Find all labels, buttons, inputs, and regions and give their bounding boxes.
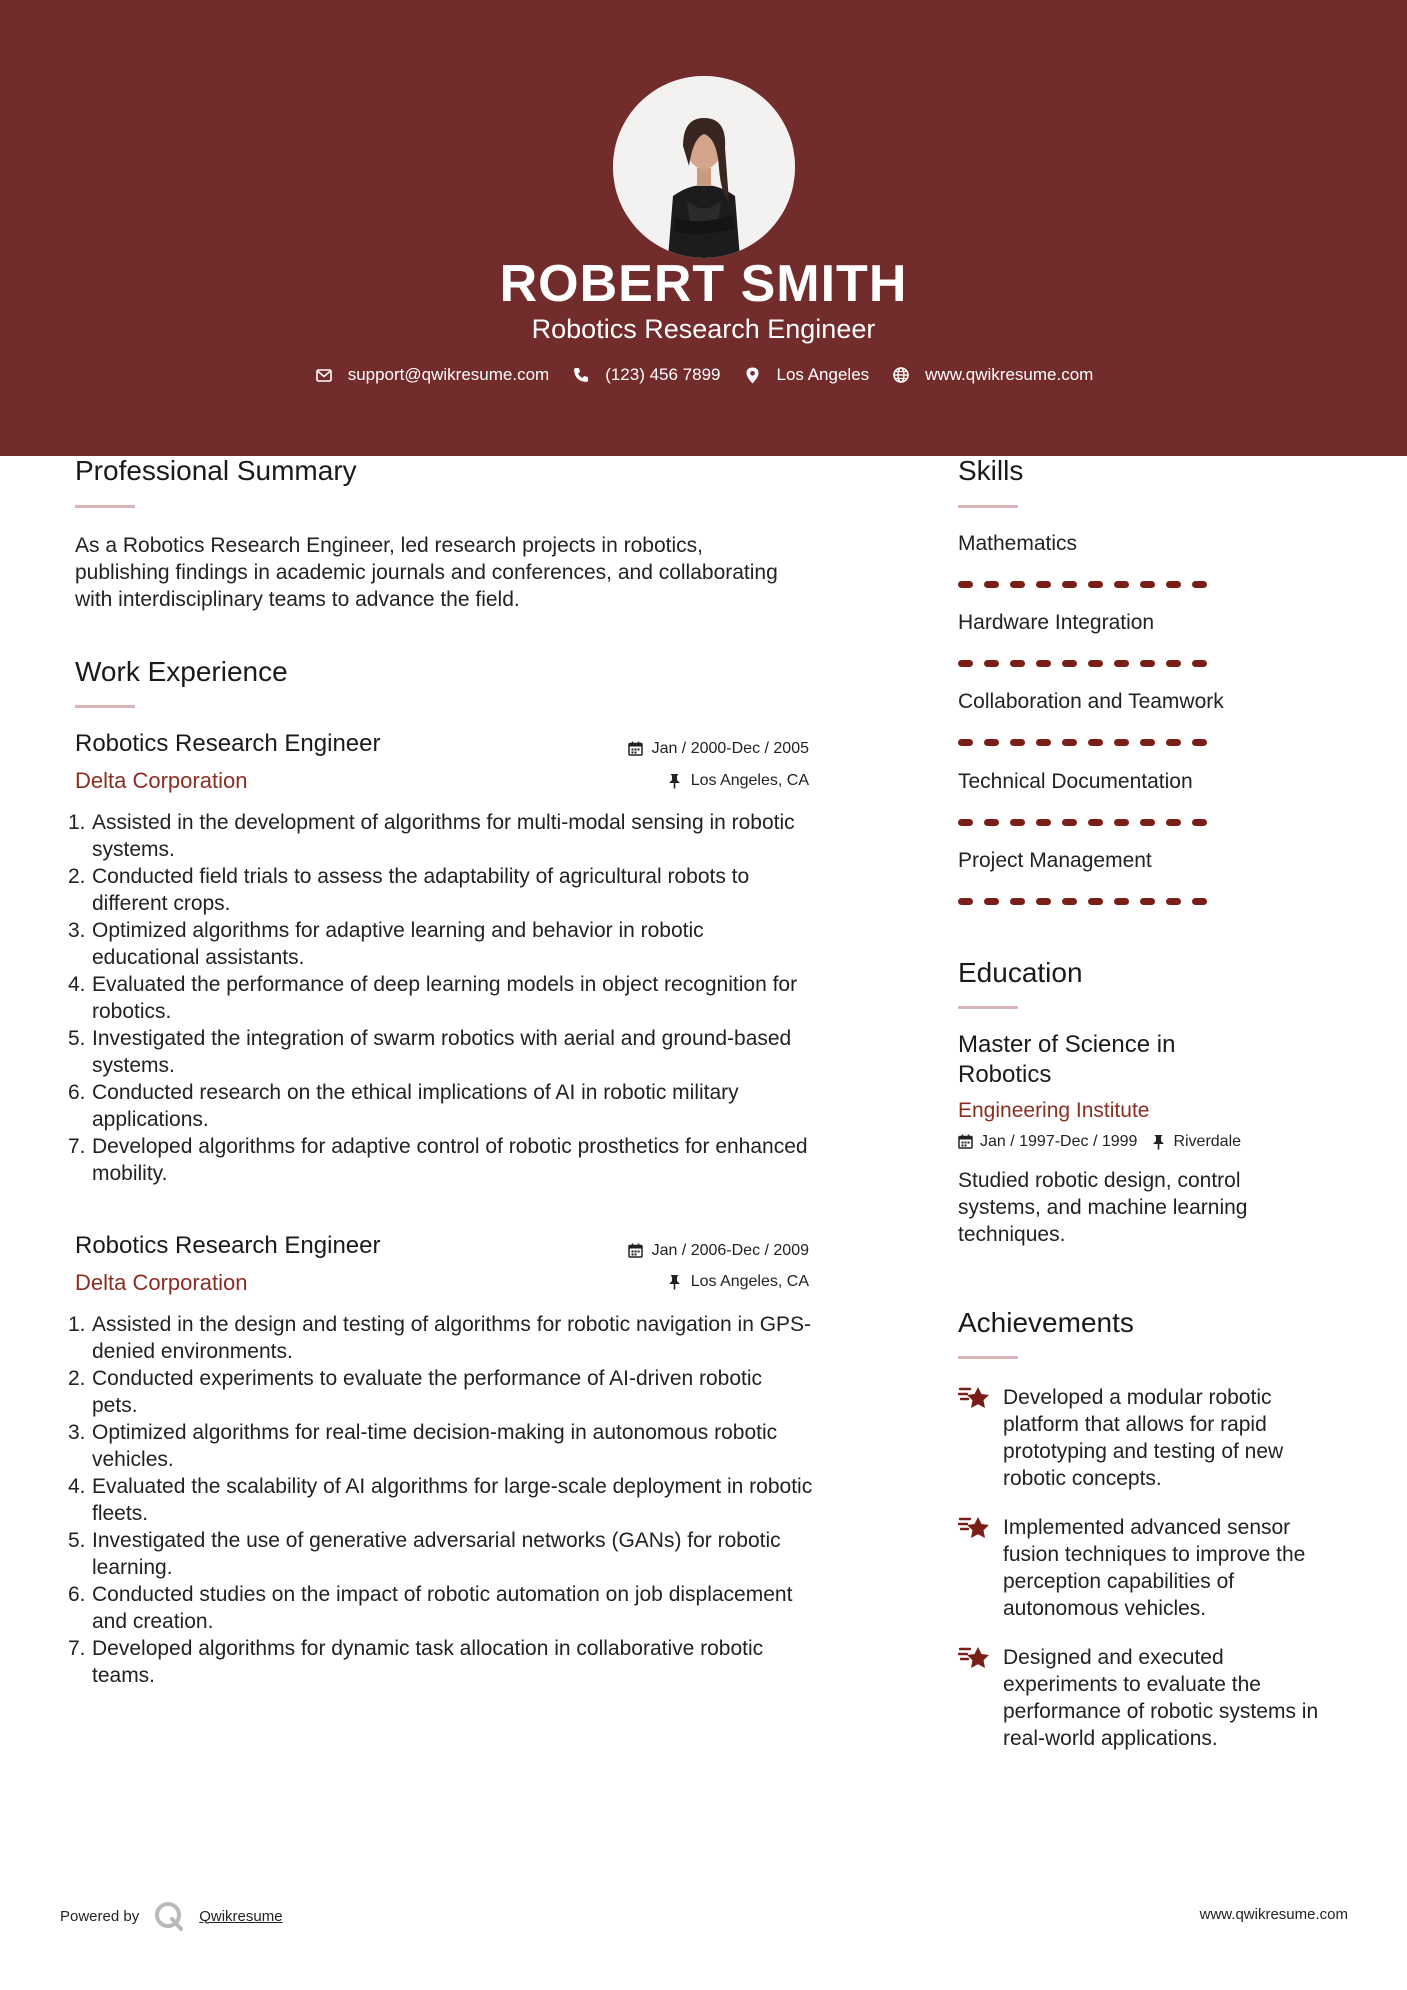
skill-dot: [958, 898, 973, 905]
job-company: Delta Corporation: [75, 1270, 248, 1295]
skill-dot: [1036, 660, 1051, 667]
brand-link[interactable]: Qwikresume: [199, 1907, 283, 1925]
job-location-text: Los Angeles, CA: [690, 772, 809, 789]
calendar-icon: [628, 741, 644, 757]
skill-dot: [1114, 739, 1129, 746]
job-title: Robotics Research Engineer: [75, 1232, 381, 1259]
contact-bar: [0, 365, 1407, 385]
list-number: 1.: [68, 811, 86, 834]
achievements-heading: Achievements: [958, 1307, 1134, 1338]
list-number: 2.: [68, 865, 86, 888]
skill-dot: [1062, 819, 1077, 826]
skill-dot: [1062, 581, 1077, 588]
list-item: [68, 809, 813, 863]
candidate-title: Robotics Research Engineer: [531, 314, 876, 344]
education-description: Studied robotic design, control systems, and machine learning techniques.: [958, 1169, 1248, 1246]
skill-label: Mathematics: [958, 532, 1078, 555]
list-text: Investigated the integration of swarm robotics with aerial and ground-based systems.: [92, 1027, 792, 1077]
avatar: [613, 76, 795, 258]
achievements-underline: [958, 1356, 1018, 1359]
list-item: [68, 1365, 813, 1419]
achievement-text: Implemented advanced sensor fusion techniques to improve the perception capabilities of autonomous vehicles.: [1003, 1516, 1306, 1620]
skill-dot: [1010, 819, 1025, 826]
education-underline: [958, 1006, 1018, 1009]
skill-dot: [1114, 581, 1129, 588]
footer-powered-by: [60, 1900, 283, 1932]
skill-label: Technical Documentation: [958, 770, 1193, 793]
list-number: 2.: [68, 1367, 86, 1390]
location-pin-icon: [743, 365, 763, 385]
job-bullets: [68, 809, 813, 1187]
contact-email[interactable]: [314, 365, 550, 385]
list-text: Conducted studies on the impact of robotic automation on job displacement and creation.: [92, 1583, 793, 1633]
skill-dot: [984, 739, 999, 746]
skill-dot: [984, 660, 999, 667]
skill-dot: [1036, 739, 1051, 746]
education-location: Riverdale: [1173, 1133, 1242, 1150]
job-title: Robotics Research Engineer: [75, 730, 381, 757]
list-text: Assisted in the design and testing of algorithms for robotic navigation in GPS-denied environments.: [92, 1313, 812, 1363]
list-number: 3.: [68, 919, 86, 942]
skill-level-dots: [958, 660, 1218, 667]
shooting-star-icon: [958, 1514, 996, 1544]
skill-dot: [1036, 898, 1051, 905]
skill-dot: [1166, 819, 1181, 826]
education-degree: Master of Science in Robotics: [958, 1031, 1176, 1088]
skill-dot: [1192, 898, 1207, 905]
job-dates-text: Jan / 2006-Dec / 2009: [651, 1242, 809, 1259]
list-text: Conducted field trials to assess the adaptability of agricultural robots to different crops.: [92, 865, 750, 915]
skill-dot: [1088, 819, 1103, 826]
list-text: Investigated the use of generative adversarial networks (GANs) for robotic learning.: [92, 1529, 781, 1579]
skill-dot: [1166, 660, 1181, 667]
contact-website[interactable]: [891, 365, 1093, 385]
list-number: 1.: [68, 1313, 86, 1336]
list-text: Assisted in the development of algorithms for multi-modal sensing in robotic systems.: [92, 811, 795, 861]
skill-dot: [1010, 898, 1025, 905]
list-number: 7.: [68, 1135, 86, 1158]
skill-dot: [1036, 581, 1051, 588]
list-number: 3.: [68, 1421, 86, 1444]
list-item: [68, 1473, 813, 1527]
job-location: [667, 772, 809, 790]
skill-dot: [1036, 819, 1051, 826]
skill-dot: [958, 739, 973, 746]
contact-phone-text: (123) 456 7899: [605, 365, 721, 384]
skill-label: Hardware Integration: [958, 611, 1155, 634]
skill-dot: [1166, 581, 1181, 588]
job-location: [667, 1273, 809, 1291]
skill-dot: [1114, 660, 1129, 667]
skill-dot: [958, 819, 973, 826]
skills-underline: [958, 505, 1018, 508]
qwikresume-logo-icon: [153, 1900, 185, 1932]
job-dates-text: Jan / 2000-Dec / 2005: [651, 740, 809, 757]
achievement-text: Designed and executed experiments to evaluate the performance of robotic systems in real-world applications.: [1003, 1646, 1319, 1750]
list-item: [68, 1079, 813, 1133]
calendar-icon: [958, 1134, 974, 1150]
skill-dot: [1140, 581, 1155, 588]
list-text: Conducted experiments to evaluate the performance of AI-driven robotic pets.: [92, 1367, 763, 1417]
job-dates: [628, 1242, 809, 1260]
list-item: [68, 1581, 813, 1635]
skill-dot: [1140, 739, 1155, 746]
achievement-item: [958, 1644, 1358, 1752]
list-text: Evaluated the performance of deep learning models in object recognition for robotics.: [92, 973, 798, 1023]
experience-heading: Work Experience: [75, 656, 288, 687]
contact-location-text: Los Angeles: [776, 365, 870, 384]
job-dates: [628, 740, 809, 758]
skill-dot: [1140, 660, 1155, 667]
list-number: 6.: [68, 1081, 86, 1104]
list-text: Optimized algorithms for adaptive learning and behavior in robotic educational assistants.: [92, 919, 704, 969]
skill-dot: [1192, 660, 1207, 667]
powered-by-label: Powered by: [60, 1907, 140, 1925]
list-item: [68, 971, 813, 1025]
achievement-item: [958, 1384, 1358, 1492]
contact-phone[interactable]: [571, 365, 720, 385]
skill-dot: [1166, 898, 1181, 905]
skill-dot: [1192, 739, 1207, 746]
pushpin-icon: [667, 1274, 683, 1290]
list-text: Developed algorithms for dynamic task allocation in collaborative robotic teams.: [92, 1637, 764, 1687]
education-school: Engineering Institute: [958, 1099, 1150, 1122]
contact-website-text: www.qwikresume.com: [925, 365, 1094, 384]
list-number: 4.: [68, 973, 86, 996]
skill-dot: [1192, 581, 1207, 588]
skill-level-dots: [958, 819, 1218, 826]
list-item: [68, 1133, 813, 1187]
skill-dot: [1114, 898, 1129, 905]
job-location-text: Los Angeles, CA: [690, 1273, 809, 1290]
skill-dot: [1140, 898, 1155, 905]
skill-level-dots: [958, 739, 1218, 746]
skill-dot: [1088, 739, 1103, 746]
skill-label: Collaboration and Teamwork: [958, 690, 1224, 713]
achievement-item: [958, 1514, 1358, 1622]
achievement-text: Developed a modular robotic platform that allows for rapid prototyping and testing of new robotic concepts.: [1003, 1386, 1284, 1490]
list-item: [68, 1025, 813, 1079]
skill-dot: [984, 581, 999, 588]
education-heading: Education: [958, 957, 1083, 988]
skill-dot: [1088, 898, 1103, 905]
shooting-star-icon: [958, 1644, 996, 1674]
skill-dot: [1062, 739, 1077, 746]
skills-heading: Skills: [958, 455, 1024, 486]
education-dates: Jan / 1997-Dec / 1999: [980, 1133, 1138, 1150]
contact-email-text: support@qwikresume.com: [347, 365, 550, 384]
skill-dot: [958, 581, 973, 588]
job-bullets: [68, 1311, 813, 1689]
skill-level-dots: [958, 898, 1218, 905]
list-item: [68, 1419, 813, 1473]
skill-dot: [1166, 739, 1181, 746]
list-number: 5.: [68, 1027, 86, 1050]
resume-header: [0, 0, 1407, 456]
job-company: Delta Corporation: [75, 768, 248, 793]
skill-dot: [1010, 660, 1025, 667]
contact-location: [743, 365, 870, 385]
summary-text: As a Robotics Research Engineer, led research projects in robotics, publishing findings in academic journals and conferences, and collaborating with interdisciplinary teams to advance the field.: [75, 534, 778, 611]
skill-dot: [1088, 581, 1103, 588]
phone-icon: [571, 365, 591, 385]
skill-dot: [1010, 581, 1025, 588]
skill-dot: [958, 660, 973, 667]
list-number: 7.: [68, 1637, 86, 1660]
list-text: Developed algorithms for adaptive control of robotic prosthetics for enhanced mobility.: [92, 1135, 808, 1185]
skill-dot: [984, 898, 999, 905]
shooting-star-icon: [958, 1384, 996, 1414]
footer-website[interactable]: www.qwikresume.com: [1199, 1906, 1348, 1923]
list-item: [68, 1311, 813, 1365]
pushpin-icon: [1151, 1134, 1167, 1150]
candidate-name: ROBERT SMITH: [499, 255, 908, 313]
list-item: [68, 1635, 813, 1689]
list-item: [68, 863, 813, 917]
list-item: [68, 1527, 813, 1581]
calendar-icon: [628, 1243, 644, 1259]
list-item: [68, 917, 813, 971]
skill-level-dots: [958, 581, 1218, 588]
skill-label: Project Management: [958, 849, 1152, 872]
skill-dot: [984, 819, 999, 826]
skill-dot: [1010, 739, 1025, 746]
skill-dot: [1192, 819, 1207, 826]
skill-dot: [1062, 660, 1077, 667]
education-meta: [958, 1133, 1241, 1151]
experience-underline: [75, 705, 135, 708]
list-text: Optimized algorithms for real-time decision-making in autonomous robotic vehicles.: [92, 1421, 778, 1471]
list-text: Conducted research on the ethical implications of AI in robotic military applications.: [92, 1081, 739, 1131]
summary-heading: Professional Summary: [75, 455, 357, 486]
summary-underline: [75, 505, 135, 508]
skill-dot: [1140, 819, 1155, 826]
globe-icon: [891, 365, 911, 385]
skill-dot: [1088, 660, 1103, 667]
list-number: 5.: [68, 1529, 86, 1552]
envelope-icon: [314, 365, 334, 385]
skill-dot: [1114, 819, 1129, 826]
pushpin-icon: [667, 773, 683, 789]
skill-dot: [1062, 898, 1077, 905]
list-text: Evaluated the scalability of AI algorithms for large-scale deployment in robotic fleets.: [92, 1475, 813, 1525]
list-number: 6.: [68, 1583, 86, 1606]
list-number: 4.: [68, 1475, 86, 1498]
